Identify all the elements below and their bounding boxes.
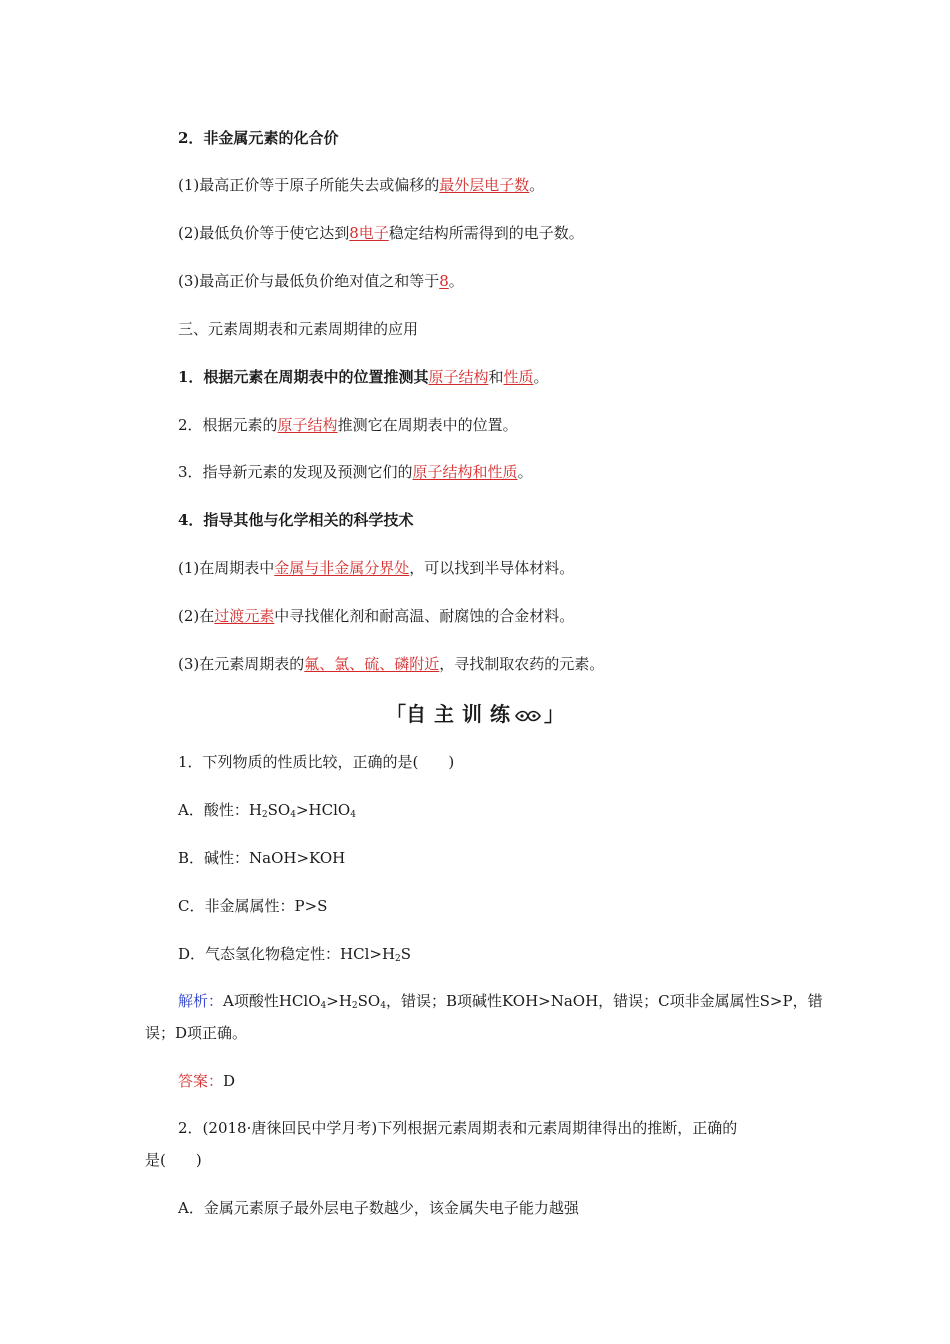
application-point-1: 1．根据元素在周期表中的位置推测其原子结构和性质。 bbox=[178, 368, 549, 386]
question-2-stem: 2．(2018·唐徕回民中学月考)下列根据元素周期表和元素周期律得出的推断，正确的 bbox=[178, 1119, 738, 1137]
answer-fill: 最外层电子数 bbox=[439, 176, 530, 194]
answer-fill: 过渡元素 bbox=[214, 607, 275, 625]
open-bracket: 「 bbox=[386, 702, 406, 726]
practice-section-heading bbox=[0, 698, 950, 728]
answer-fill: 8 bbox=[439, 272, 449, 290]
practice-title: 自主训练 bbox=[406, 702, 518, 726]
valence-item-1: (1)最高正价等于原子所能失去或偏移的最外层电子数。 bbox=[178, 176, 545, 194]
analysis-label: 解析： bbox=[178, 992, 224, 1010]
question-1-answer: 答案：D bbox=[178, 1072, 236, 1090]
application-point-4-1: (1)在周期表中金属与非金属分界处，可以找到半导体材料。 bbox=[178, 559, 575, 577]
question-2-option-a: A．金属元素原子最外层电子数越少，该金属失电子能力越强 bbox=[178, 1199, 579, 1217]
question-1-stem: 1．下列物质的性质比较，正确的是( ) bbox=[178, 753, 455, 771]
valence-item-2: (2)最低负价等于使它达到8电子稳定结构所需得到的电子数。 bbox=[178, 224, 584, 242]
answer-fill: 8电子 bbox=[349, 224, 389, 242]
application-point-3: 3．指导新元素的发现及预测它们的原子结构和性质。 bbox=[178, 463, 533, 481]
question-1-option-a: A．酸性：$H_2SO_4>HClO_4$ bbox=[178, 801, 356, 820]
application-point-4: 4．指导其他与化学相关的科学技术 bbox=[178, 511, 414, 529]
question-1-option-b: B．碱性：NaOH>KOH bbox=[178, 849, 346, 867]
application-point-4-3: (3)在元素周期表的氟、氯、硫、磷附近，寻找制取农药的元素。 bbox=[178, 655, 605, 673]
question-2-stem-continued: 是( ) bbox=[145, 1151, 202, 1169]
answer-label: 答案： bbox=[178, 1072, 224, 1090]
question-1-option-d: D．气态氢化物稳定性：$HCl>H_2S$ bbox=[178, 945, 412, 964]
answer-fill: 性质 bbox=[503, 368, 534, 386]
answer-fill: 原子结构 bbox=[277, 416, 338, 434]
answer-fill: 氟、氯、硫、磷附近 bbox=[304, 655, 440, 673]
section-heading-valence: 2．非金属元素的化合价 bbox=[178, 129, 339, 147]
valence-item-3: (3)最高正价与最低负价绝对值之和等于8。 bbox=[178, 272, 464, 290]
question-1-analysis: 解析：A项酸性$HClO_4>H_2SO_4$，错误；B项碱性KOH>NaOH，错误；C项非金属属性S>P，错 bbox=[178, 992, 823, 1011]
double-loop-ornament-icon bbox=[514, 704, 542, 728]
answer-fill: 原子结构和性质 bbox=[412, 463, 518, 481]
section-heading-application: 三、元素周期表和元素周期律的应用 bbox=[178, 320, 419, 338]
question-1-option-c: C．非金属属性：P>S bbox=[178, 897, 328, 915]
question-1-analysis-continued: 误；D项正确。 bbox=[145, 1024, 248, 1042]
answer-fill: 原子结构 bbox=[428, 368, 489, 386]
application-point-2: 2．根据元素的原子结构推测它在周期表中的位置。 bbox=[178, 416, 518, 434]
close-bracket: 」 bbox=[544, 702, 564, 726]
application-point-4-2: (2)在过渡元素中寻找催化剂和耐高温、耐腐蚀的合金材料。 bbox=[178, 607, 575, 625]
answer-fill: 金属与非金属分界处 bbox=[274, 559, 410, 577]
